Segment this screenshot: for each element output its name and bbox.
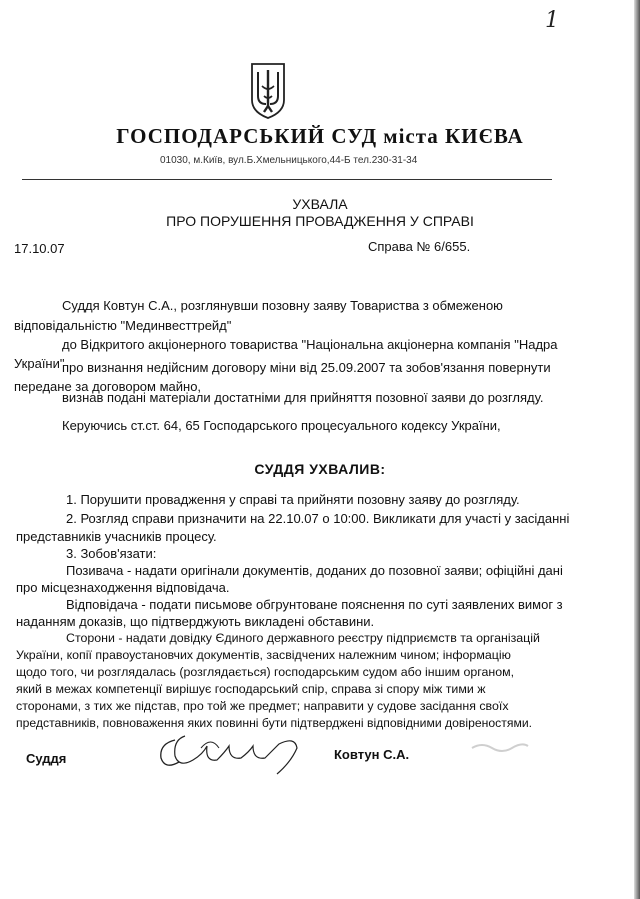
ruling-line: Сторони - надати довідку Єдиного державного реєстру підприємств та організацій — [66, 631, 540, 645]
intro-line: про визнання недійсним договору міни від 25.09.2007 та зобов'язання повернути — [62, 360, 551, 375]
ruling-line: 1. Порушити провадження у справі та прийняти позовну заяву до розгляду. — [66, 492, 520, 507]
judge-name: Ковтун С.А. — [334, 747, 410, 762]
intro-line: визнав подані матеріали достатніми для прийняття позовної заяви до розгляду. — [62, 390, 544, 405]
ruling-heading: СУДДЯ УХВАЛИВ: — [254, 461, 386, 477]
ruling-line: який в межах компетенції вирішує господарський спір, справа зі спору між тими ж — [16, 682, 486, 696]
document-subtitle: ПРО ПОРУШЕННЯ ПРОВАДЖЕННЯ У СПРАВІ — [166, 213, 474, 229]
ruling-line: Відповідача - подати письмове обгрунтоване пояснення по суті заявлених вимог з — [66, 597, 563, 612]
ruling-line: наданням доказів, що підтверджують викладені обставини. — [16, 614, 375, 629]
intro-line: України" — [14, 356, 65, 371]
ruling-line: сторонами, з тих же підстав, про той же предмет; направити у судове засідання своїх — [16, 699, 509, 713]
judge-label: Суддя — [26, 751, 67, 766]
ruling-line: про місцезнаходження відповідача. — [16, 580, 230, 595]
case-number: Справа № 6/655. — [368, 239, 471, 254]
ruling-line: України, копії правоустановчих документів, засвідчених належним чином; інформацію — [16, 648, 511, 662]
faint-stamp-mark — [470, 740, 530, 756]
intro-line: до Відкритого акціонерного товариства "Національна акціонерна компанія "Надра — [62, 337, 558, 352]
ruling-line: представників, повноваження яких повинні бути підтверджені відповідними довіреностями. — [16, 716, 533, 730]
ruling-line: щодо того, чи розглядалась (розглядається) господарським судом або іншим органом, — [16, 665, 515, 679]
intro-line: відповідальністю "Мединвесттрейд" — [14, 318, 232, 333]
document-title: УХВАЛА — [292, 196, 348, 212]
intro-line: Керуючись ст.ст. 64, 65 Господарського процесуального кодексу України, — [62, 418, 501, 433]
intro-line: передане за договором майно, — [14, 379, 202, 394]
document-date: 17.10.07 — [14, 241, 65, 256]
header-divider — [22, 179, 552, 180]
ruling-line: представників учасників процесу. — [16, 529, 217, 544]
court-name: ГОСПОДАРСЬКИЙ СУД міста КИЄВА — [116, 124, 524, 148]
ruling-line: 3. Зобов'язати: — [66, 546, 157, 561]
court-address: 01030, м.Київ, вул.Б.Хмельницького,44-Б тел.230-31-34 — [160, 155, 418, 166]
intro-line: Суддя Ковтун С.А., розглянувши позовну заяву Товариства з обмеженою — [62, 298, 503, 313]
handwritten-signature — [145, 718, 325, 778]
page-number: 1 — [545, 8, 559, 33]
ruling-line: 2. Розгляд справи призначити на 22.10.07 о 10:00. Викликати для участі у засіданні — [66, 511, 570, 526]
ruling-line: Позивача - надати оригінали документів, доданих до позовної заяви; офіційні дані — [66, 563, 563, 578]
trident-emblem-icon — [248, 62, 288, 120]
